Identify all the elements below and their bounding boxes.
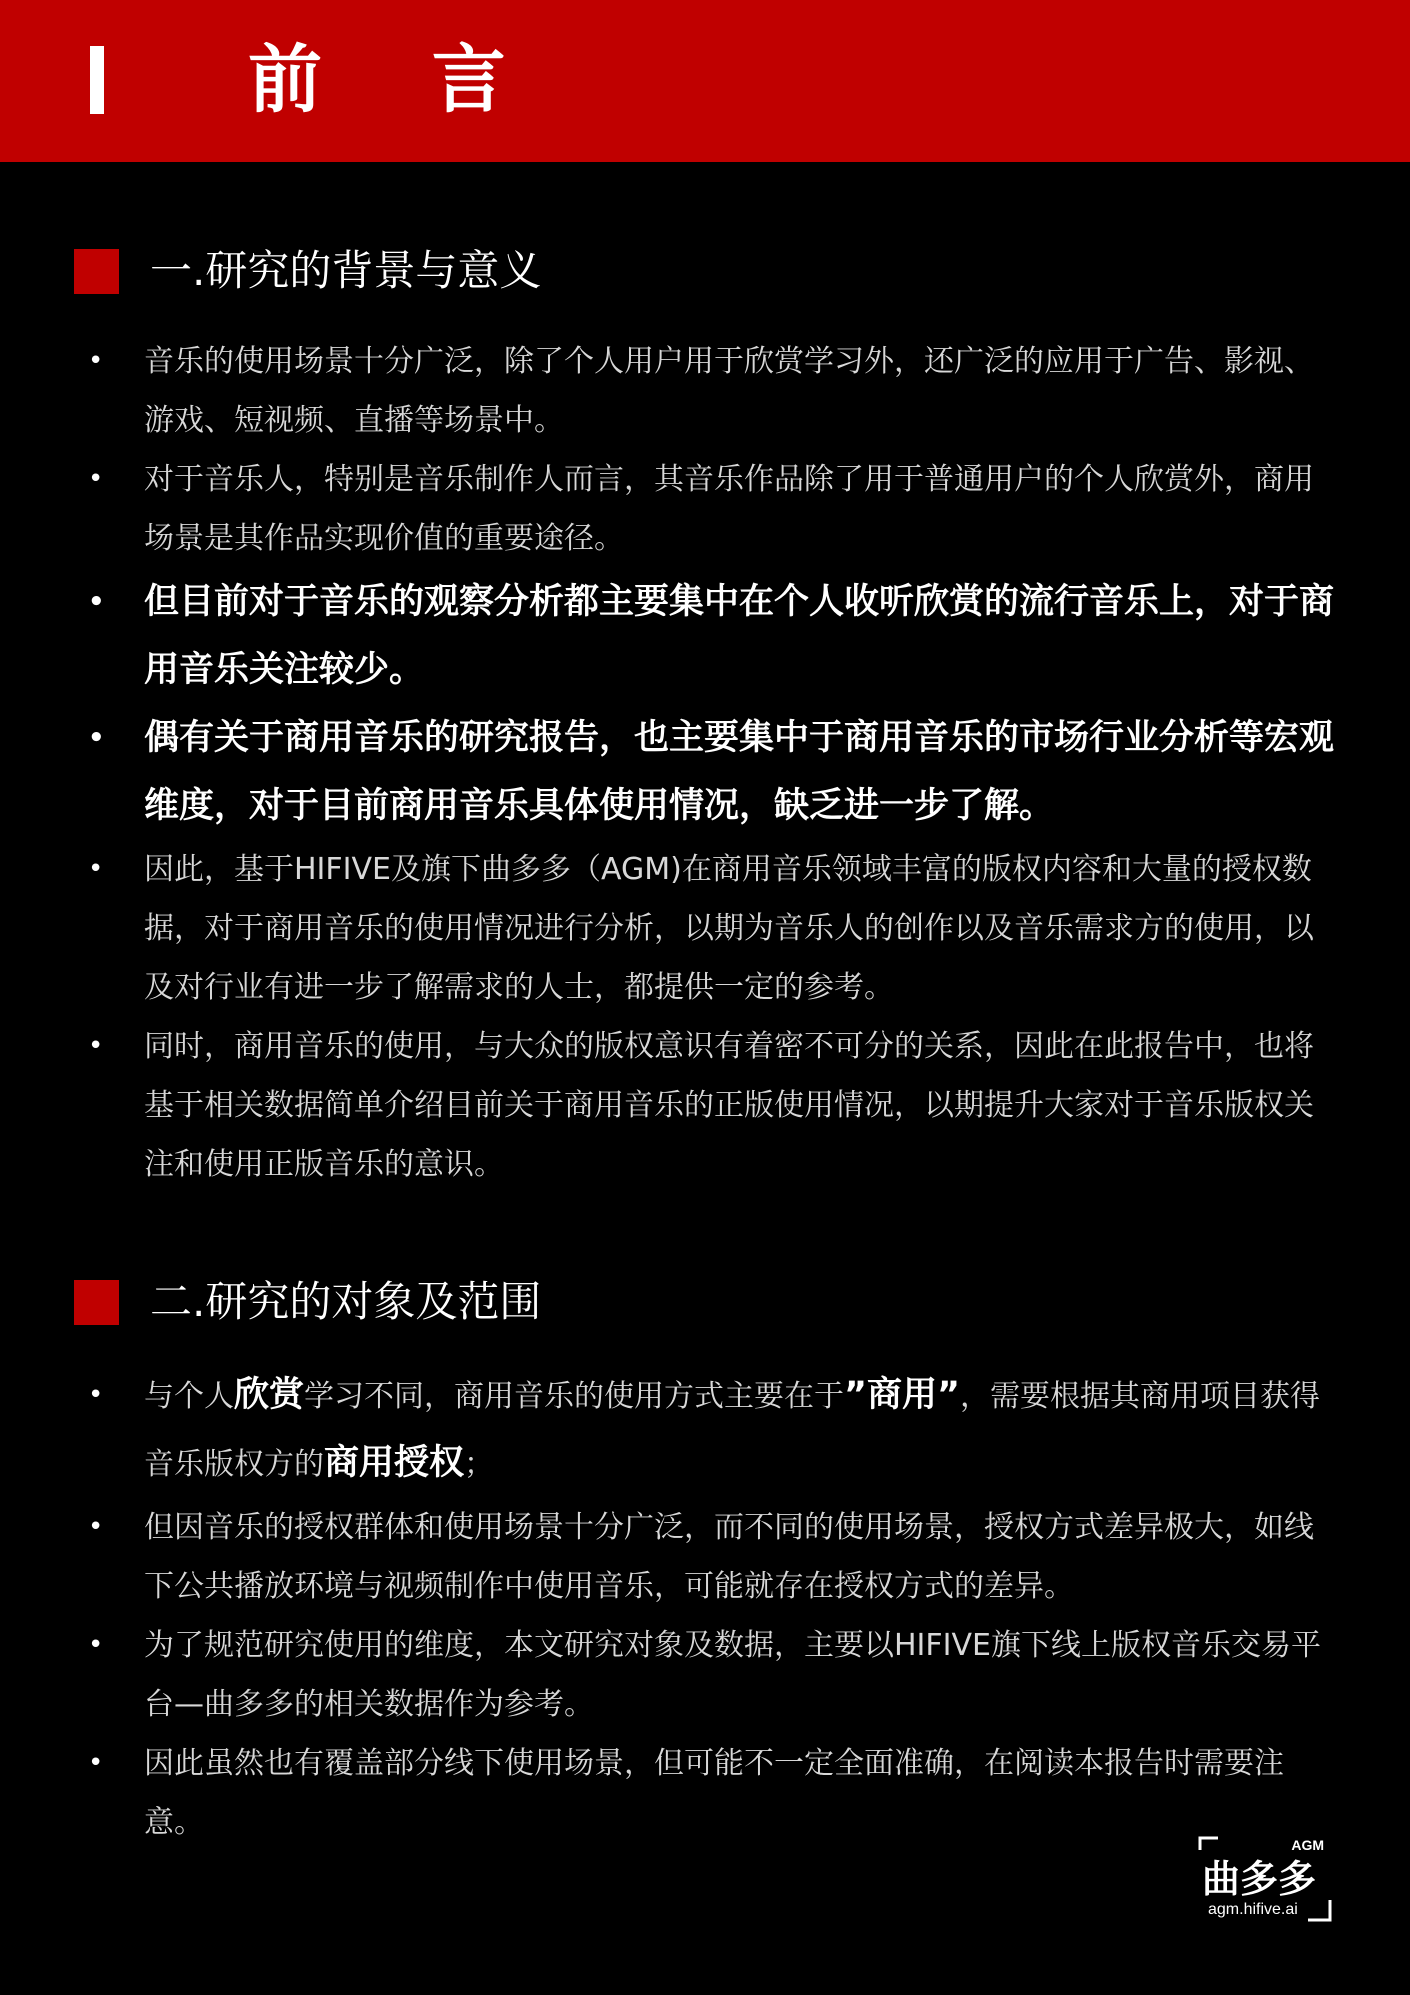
list-item xyxy=(84,1362,1334,1498)
list-item xyxy=(84,1017,1334,1194)
list-item xyxy=(84,450,1334,568)
list-item xyxy=(84,568,1334,704)
scope-bullet-list xyxy=(84,1362,1334,1852)
bullet-icon: • xyxy=(88,854,104,884)
emphasis-text: 欣赏 xyxy=(234,1375,305,1415)
logo-url: agm.hifive.ai xyxy=(1208,1901,1298,1918)
text-run: ，需要根据其商用项目获得音乐版权方的 xyxy=(144,1379,1321,1482)
list-item-text: 因此虽然也有覆盖部分线下使用场景，但可能不一定全面准确，在阅读本报告时需要注意。 xyxy=(144,1746,1284,1840)
list-item xyxy=(84,704,1334,840)
logo-brand: 曲多多 xyxy=(1202,1857,1317,1901)
section-marker-icon xyxy=(74,1280,119,1325)
page-title: 前 言 xyxy=(248,37,548,123)
list-item-text: 对于音乐人，特别是音乐制作人而言，其音乐作品除了用于普通用户的个人欣赏外，商用场景是其作品实现价值的重要途径。 xyxy=(144,462,1314,556)
list-item-text: 音乐的使用场景十分广泛，除了个人用户用于欣赏学习外，还广泛的应用于广告、影视、游戏、短视频、直播等场景中。 xyxy=(144,344,1314,438)
list-item-text: 但目前对于音乐的观察分析都主要集中在个人收听欣赏的流行音乐上，对于商用音乐关注较少。 xyxy=(144,582,1335,690)
list-item-text: 为了规范研究使用的维度，本文研究对象及数据，主要以HIFIVE旗下线上版权音乐交易平台—曲多多的相关数据作为参考。 xyxy=(144,1628,1321,1722)
list-item-text: 偶有关于商用音乐的研究报告，也主要集中于商用音乐的市场行业分析等宏观维度，对于目前商用音乐具体使用情况，缺乏进一步了解。 xyxy=(144,718,1335,826)
list-item-text: 因此，基于HIFIVE及旗下曲多多（AGM)在商用音乐领域丰富的版权内容和大量的授权数据，对于商用音乐的使用情况进行分析，以期为音乐人的创作以及音乐需求方的使用，以及对行业有进一步了解需求的人士，都提供一定的参考。 xyxy=(144,852,1314,1005)
text-run: ； xyxy=(464,1447,495,1482)
list-item xyxy=(84,1616,1334,1734)
bullet-icon: • xyxy=(88,587,105,617)
list-item xyxy=(84,1498,1334,1616)
section-marker-icon xyxy=(74,249,119,294)
list-item xyxy=(84,332,1334,450)
section-title: 一.研究的背景与意义 xyxy=(150,246,542,295)
section-title: 二.研究的对象及范围 xyxy=(150,1277,542,1326)
bullet-icon: • xyxy=(88,1512,104,1542)
agm-logo xyxy=(1196,1836,1334,1924)
header-accent-bar xyxy=(90,46,104,114)
list-item xyxy=(84,1734,1334,1852)
bullet-icon: • xyxy=(88,464,104,494)
text-run: 学习不同，商用音乐的使用方式主要在于 xyxy=(304,1379,845,1414)
page-header xyxy=(0,0,1410,162)
list-item-text: 但因音乐的授权群体和使用场景十分广泛，而不同的使用场景，授权方式差异极大，如线下公共播放环境与视频制作中使用音乐，可能就存在授权方式的差异。 xyxy=(144,1510,1314,1604)
text-run: 与个人 xyxy=(144,1379,234,1414)
bullet-icon: • xyxy=(88,346,104,376)
bullet-icon: • xyxy=(88,1031,104,1061)
background-bullet-list xyxy=(84,332,1334,1194)
bullet-icon: • xyxy=(88,1748,104,1778)
bullet-icon: • xyxy=(88,1380,104,1410)
logo-tag: AGM xyxy=(1291,1837,1324,1853)
list-item-text: 同时，商用音乐的使用，与大众的版权意识有着密不可分的关系，因此在此报告中，也将基于相关数据简单介绍目前关于商用音乐的正版使用情况，以期提升大家对于音乐版权关注和使用正版音乐的意识。 xyxy=(144,1029,1314,1182)
bullet-icon: • xyxy=(88,723,105,753)
emphasis-text: ”商用” xyxy=(844,1375,961,1415)
emphasis-text: 商用授权 xyxy=(324,1443,465,1483)
list-item xyxy=(84,840,1334,1017)
bullet-icon: • xyxy=(88,1630,104,1660)
